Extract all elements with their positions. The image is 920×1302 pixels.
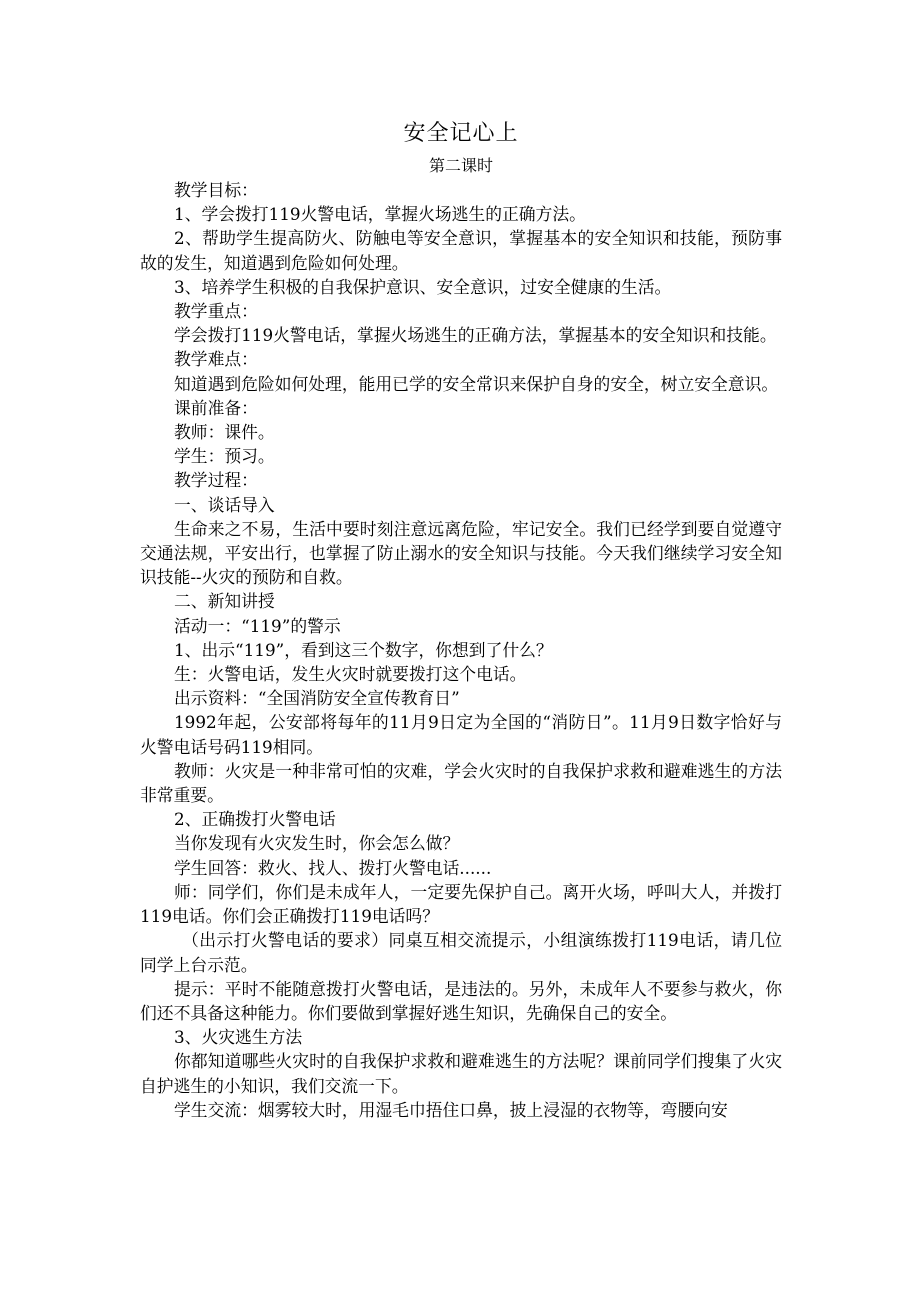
body-paragraph: 学生交流：烟雾较大时，用湿毛巾捂住口鼻，披上浸湿的衣物等，弯腰向安	[174, 1099, 728, 1120]
body-paragraph: 教学过程：	[174, 470, 258, 491]
document-subtitle: 第二课时	[428, 156, 493, 175]
document-page	[140, 118, 782, 1122]
body-paragraph: （出示打火警电话的要求）同桌互相交流提示，小组演练拨打119电话，请几位同学上台示范。	[140, 930, 782, 975]
body-paragraph: 课前准备：	[174, 397, 258, 418]
body-paragraph: 学生：预习。	[174, 446, 275, 467]
body-paragraph: 知道遇到危险如何处理，能用已学的安全常识来保护自身的安全，树立安全意识。	[174, 373, 779, 394]
body-paragraph: 学生回答：救火、找人、拨打火警电话......	[174, 857, 492, 878]
body-paragraph: 1992年起，公安部将每年的11月9日定为全国的“消防日”。11月9日数字恰好与火警电话号码119相同。	[140, 712, 782, 757]
body-paragraph: 二、新知讲授	[174, 591, 275, 612]
body-paragraph: 学会拨打119火警电话，掌握火场逃生的正确方法，掌握基本的安全知识和技能。	[174, 325, 777, 346]
body-paragraph: 活动一：“119”的警示	[174, 615, 341, 636]
body-paragraph: 2、正确拨打火警电话	[174, 809, 336, 830]
body-paragraph: 教师：课件。	[174, 422, 275, 443]
body-paragraph: 当你发现有火灾发生时，你会怎么做？	[174, 833, 460, 854]
body-paragraph: 1、学会拨打119火警电话，掌握火场逃生的正确方法。	[174, 204, 586, 225]
body-paragraph: 3、火灾逃生方法	[174, 1027, 303, 1048]
body-paragraph: 教师：火灾是一种非常可怕的灾难，学会火灾时的自我保护求救和避难逃生的方法非常重要。	[140, 760, 782, 806]
body-paragraph: 教学目标：	[174, 180, 258, 200]
body-paragraph: 3、培养学生积极的自我保护意识、安全意识，过安全健康的生活。	[174, 276, 672, 297]
body-paragraph: 师：同学们，你们是未成年人，一定要先保护自己。离开火场，呼叫大人，并拨打119电话。你们会正确拨打119电话吗？	[140, 881, 782, 927]
document-body	[140, 178, 782, 1122]
body-paragraph: 教学难点：	[174, 349, 258, 370]
body-paragraph: 一、谈话导入	[174, 494, 275, 515]
body-paragraph: 2、帮助学生提高防火、防触电等安全意识，掌握基本的安全知识和技能，预防事故的发生，知道遇到危险如何处理。	[140, 228, 782, 273]
document-title: 安全记心上	[403, 121, 519, 146]
body-paragraph: 1、出示“119”，看到这三个数字，你想到了什么？	[174, 639, 553, 660]
body-paragraph: 提示：平时不能随意拨打火警电话，是违法的。另外，未成年人不要参与救火，你们还不具备这种能力。你们要做到掌握好逃生知识，先确保自己的安全。	[140, 978, 782, 1023]
body-paragraph: 生命来之不易，生活中要时刻注意远离危险，牢记安全。我们已经学到要自觉遵守交通法规，平安出行，也掌握了防止溺水的安全知识与技能。今天我们继续学习安全知识技能--火灾的预防和自救。	[140, 518, 782, 588]
body-paragraph: 你都知道哪些火灾时的自我保护求救和避难逃生的方法呢？课前同学们搜集了火灾自护逃生的小知识，我们交流一下。	[140, 1051, 782, 1096]
body-paragraph: 教学重点：	[174, 301, 258, 322]
body-paragraph: 出示资料：“全国消防安全宣传教育日”	[174, 688, 460, 709]
body-paragraph: 生：火警电话，发生火灾时就要拨打这个电话。	[174, 664, 527, 685]
